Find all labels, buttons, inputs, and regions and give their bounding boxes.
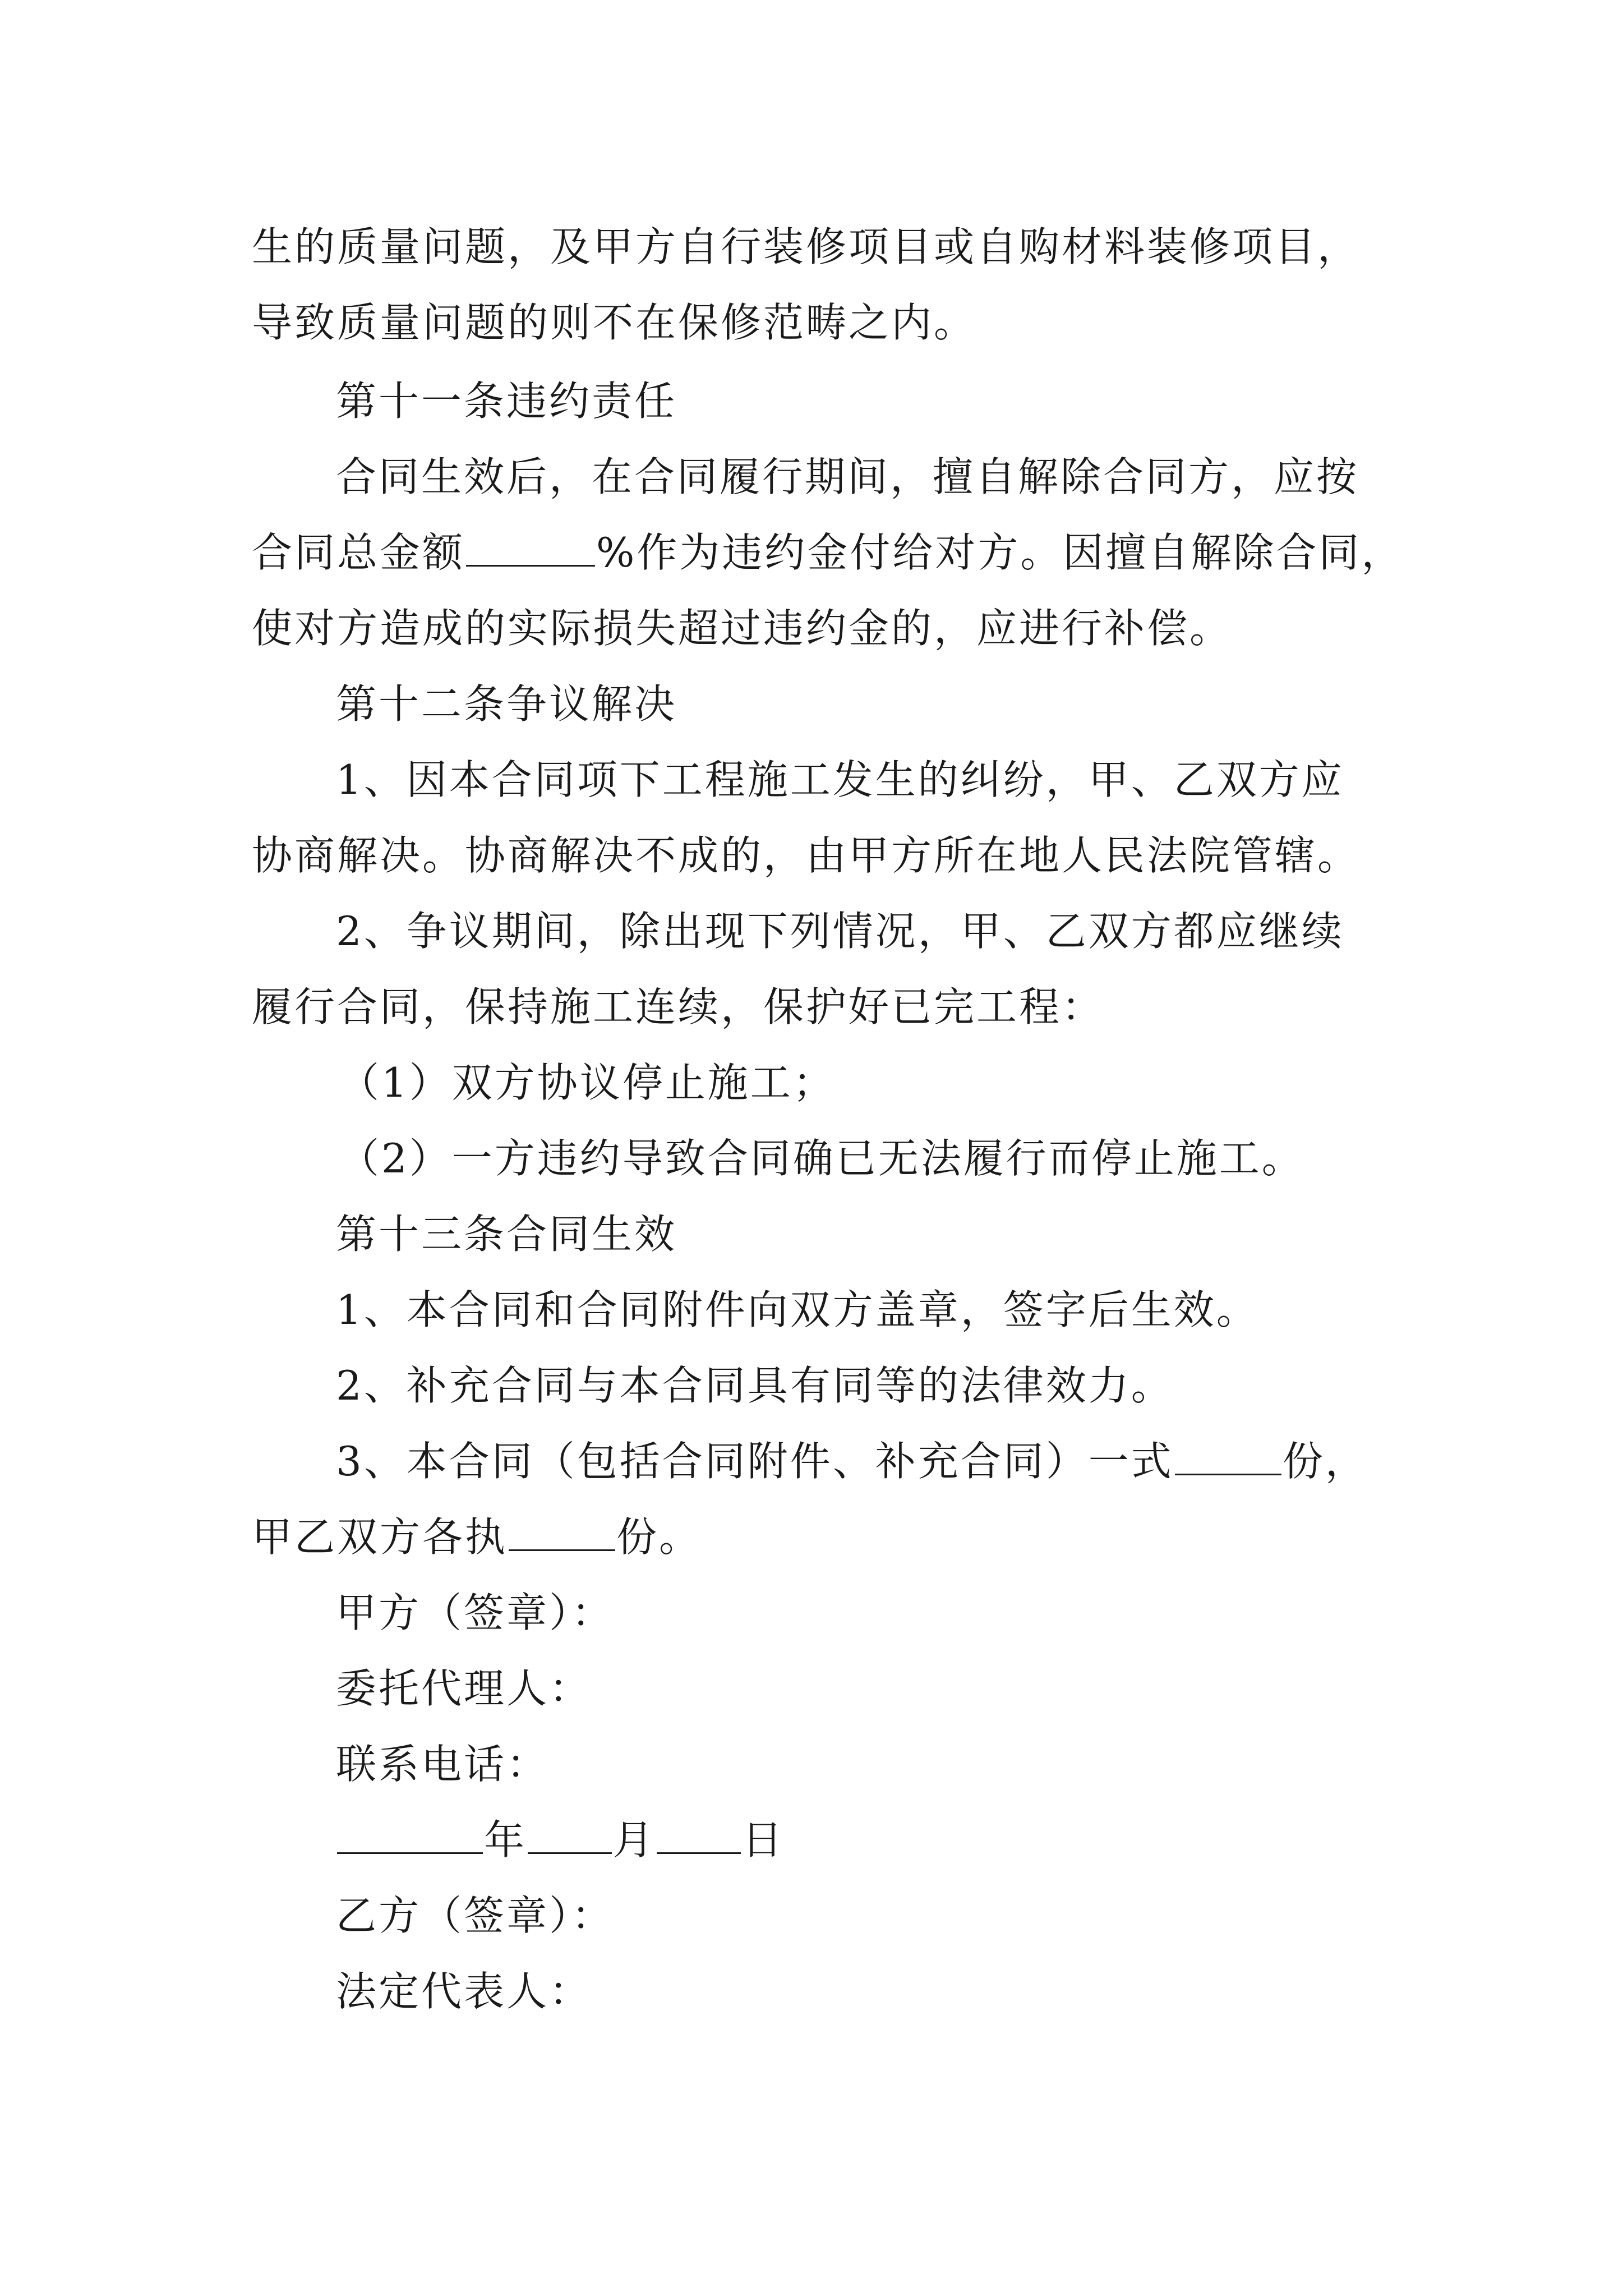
paragraph-line: 1、因本合同项下工程施工发生的纠纷，甲、乙双方应	[336, 756, 1344, 803]
text-fragment: 3、本合同（包括合同附件、补充合同）一式	[336, 1438, 1174, 1485]
text-fragment: %作为违约金付给对方。因擅自解除合同，	[596, 529, 1404, 576]
fill-blank	[657, 1819, 741, 1854]
list-item: （1）双方协议停止施工；	[339, 1059, 836, 1106]
paragraph-line: 1、本合同和合同附件向双方盖章，签字后生效。	[336, 1286, 1259, 1333]
date-line	[336, 1812, 785, 1868]
text-fragment: 年	[484, 1816, 527, 1864]
text-fragment: 甲乙双方各执	[252, 1513, 508, 1561]
paragraph-line: 履行合同，保持施工连续，保护好已完工程：	[252, 983, 1105, 1030]
document-page	[252, 0, 1404, 2296]
text-fragment: 月	[613, 1816, 656, 1864]
fill-blank	[466, 531, 595, 567]
paragraph-line: 2、争议期间，除出现下列情况，甲、乙双方都应继续	[336, 908, 1344, 955]
fill-blank	[528, 1819, 612, 1854]
paragraph-line: 协商解决。协商解决不成的，由甲方所在地人民法院管辖。	[252, 832, 1361, 879]
paragraph-line	[252, 1509, 702, 1565]
text-fragment: 份，	[1282, 1438, 1368, 1485]
section-heading: 第十二条争议解决	[336, 680, 677, 728]
paragraph-line: 生的质量问题，及甲方自行装修项目或自购材料装修项目，	[252, 223, 1361, 270]
signature-label: 法定代表人：	[336, 1968, 592, 2015]
paragraph-line	[252, 524, 1404, 581]
paragraph-line: 合同生效后，在合同履行期间，擅自解除合同方，应按	[336, 453, 1359, 500]
paragraph-line	[336, 1433, 1368, 1489]
paragraph-line: 导致质量问题的则不在保修范畴之内。	[252, 299, 977, 346]
signature-label: 联系电话：	[336, 1741, 550, 1788]
section-heading: 第十一条违约责任	[336, 378, 677, 425]
section-heading: 第十三条合同生效	[336, 1211, 677, 1258]
text-fragment: 份。	[616, 1513, 702, 1561]
text-fragment: 日	[742, 1816, 785, 1864]
paragraph-line: 使对方造成的实际损失超过违约金的，应进行补偿。	[252, 605, 1233, 652]
signature-label: 乙方（签章）：	[336, 1892, 615, 1939]
signature-label: 委托代理人：	[336, 1665, 592, 1712]
fill-blank	[509, 1516, 615, 1551]
text-fragment: 合同总金额	[252, 529, 465, 576]
signature-label: 甲方（签章）：	[336, 1589, 615, 1636]
list-item: （2）一方违约导致合同确已无法履行而停止施工。	[339, 1135, 1304, 1182]
fill-blank	[1175, 1440, 1281, 1475]
fill-blank	[337, 1819, 483, 1854]
paragraph-line: 2、补充合同与本合同具有同等的法律效力。	[336, 1362, 1174, 1409]
